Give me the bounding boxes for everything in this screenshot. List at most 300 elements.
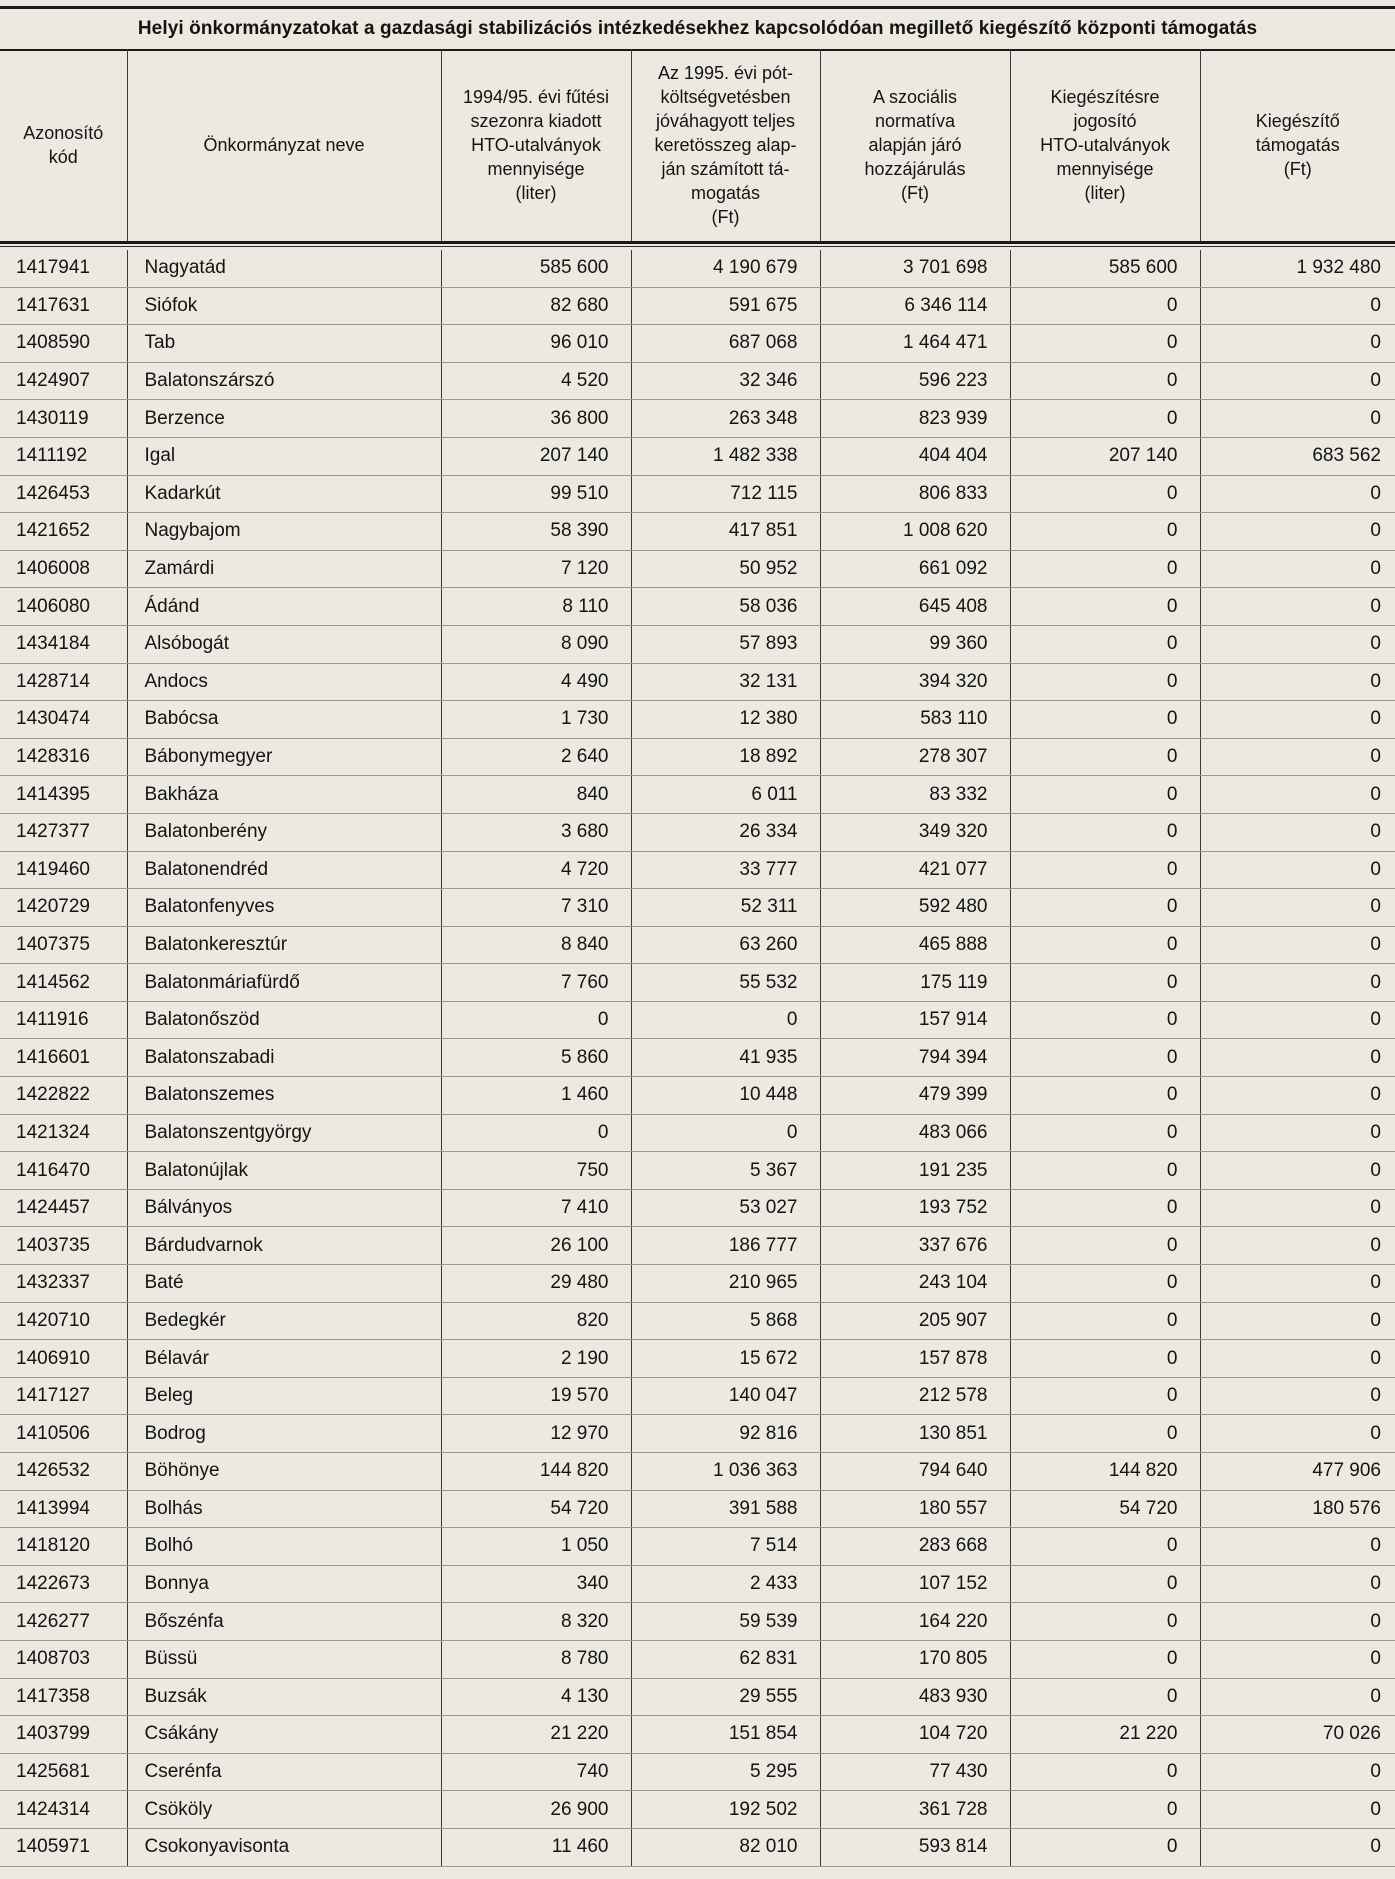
cell-base-support: 59 539 xyxy=(631,1603,820,1641)
header-line: normatíva xyxy=(874,111,956,131)
cell-eligible-liters: 0 xyxy=(1010,1678,1200,1716)
cell-id: 1406080 xyxy=(0,588,127,626)
cell-name: Cserénfa xyxy=(127,1753,441,1791)
table-row xyxy=(0,1039,1395,1077)
cell-name: Nagyatád xyxy=(127,250,441,287)
cell-id: 1416470 xyxy=(0,1152,127,1190)
cell-eligible-liters: 0 xyxy=(1010,1265,1200,1303)
cell-eligible-liters: 0 xyxy=(1010,1189,1200,1227)
cell-base-support: 62 831 xyxy=(631,1640,820,1678)
cell-hto-liters: 26 100 xyxy=(441,1227,631,1265)
col-header-base-support xyxy=(631,49,820,241)
cell-name: Bárdudvarnok xyxy=(127,1227,441,1265)
cell-base-support: 192 502 xyxy=(631,1791,820,1829)
cell-hto-liters: 5 860 xyxy=(441,1039,631,1077)
cell-hto-liters: 8 780 xyxy=(441,1640,631,1678)
cell-supplementary-support: 0 xyxy=(1200,625,1395,663)
cell-supplementary-support: 0 xyxy=(1200,1828,1395,1866)
cell-supplementary-support: 0 xyxy=(1200,1302,1395,1340)
table-row xyxy=(0,776,1395,814)
cell-supplementary-support: 0 xyxy=(1200,1678,1395,1716)
cell-social-contribution: 806 833 xyxy=(820,475,1010,513)
cell-supplementary-support: 0 xyxy=(1200,362,1395,400)
cell-name: Alsóbogát xyxy=(127,625,441,663)
cell-supplementary-support: 0 xyxy=(1200,1565,1395,1603)
cell-eligible-liters: 0 xyxy=(1010,1227,1200,1265)
cell-social-contribution: 661 092 xyxy=(820,550,1010,588)
cell-social-contribution: 361 728 xyxy=(820,1791,1010,1829)
cell-name: Bodrog xyxy=(127,1415,441,1453)
cell-id: 1405971 xyxy=(0,1828,127,1866)
cell-eligible-liters: 0 xyxy=(1010,1152,1200,1190)
cell-hto-liters: 0 xyxy=(441,1114,631,1152)
cell-supplementary-support: 0 xyxy=(1200,513,1395,551)
cell-base-support: 7 514 xyxy=(631,1528,820,1566)
cell-eligible-liters: 0 xyxy=(1010,550,1200,588)
cell-hto-liters: 8 840 xyxy=(441,926,631,964)
cell-social-contribution: 164 220 xyxy=(820,1603,1010,1641)
cell-social-contribution: 6 346 114 xyxy=(820,287,1010,325)
cell-name: Babócsa xyxy=(127,701,441,739)
cell-name: Balatonőszöd xyxy=(127,1001,441,1039)
table-row xyxy=(0,1077,1395,1115)
cell-name: Balatonkeresztúr xyxy=(127,926,441,964)
cell-base-support: 92 816 xyxy=(631,1415,820,1453)
cell-supplementary-support: 0 xyxy=(1200,701,1395,739)
cell-hto-liters: 8 320 xyxy=(441,1603,631,1641)
cell-eligible-liters: 0 xyxy=(1010,776,1200,814)
cell-supplementary-support: 0 xyxy=(1200,1640,1395,1678)
cell-eligible-liters: 0 xyxy=(1010,475,1200,513)
header-line: Azonosító xyxy=(23,123,104,143)
header-line: mennyisége xyxy=(487,159,585,179)
cell-hto-liters: 11 460 xyxy=(441,1828,631,1866)
cell-hto-liters: 7 410 xyxy=(441,1189,631,1227)
header-line: kód xyxy=(48,147,78,167)
cell-supplementary-support: 0 xyxy=(1200,1039,1395,1077)
cell-hto-liters: 99 510 xyxy=(441,475,631,513)
table-row xyxy=(0,1603,1395,1641)
cell-name: Igal xyxy=(127,437,441,475)
cell-eligible-liters: 0 xyxy=(1010,1114,1200,1152)
cell-hto-liters: 750 xyxy=(441,1152,631,1190)
cell-name: Tab xyxy=(127,325,441,363)
table-row xyxy=(0,250,1395,287)
cell-eligible-liters: 0 xyxy=(1010,1377,1200,1415)
cell-id: 1411192 xyxy=(0,437,127,475)
cell-id: 1424314 xyxy=(0,1791,127,1829)
cell-social-contribution: 349 320 xyxy=(820,813,1010,851)
cell-eligible-liters: 0 xyxy=(1010,588,1200,626)
cell-id: 1426532 xyxy=(0,1453,127,1491)
header-line: költségvetésben xyxy=(660,87,791,107)
cell-supplementary-support: 0 xyxy=(1200,550,1395,588)
cell-supplementary-support: 0 xyxy=(1200,663,1395,701)
cell-social-contribution: 157 878 xyxy=(820,1340,1010,1378)
cell-eligible-liters: 144 820 xyxy=(1010,1453,1200,1491)
cell-eligible-liters: 0 xyxy=(1010,1039,1200,1077)
cell-base-support: 32 131 xyxy=(631,663,820,701)
cell-eligible-liters: 0 xyxy=(1010,1640,1200,1678)
cell-social-contribution: 1 464 471 xyxy=(820,325,1010,363)
cell-eligible-liters: 0 xyxy=(1010,287,1200,325)
cell-hto-liters: 7 760 xyxy=(441,964,631,1002)
cell-eligible-liters: 0 xyxy=(1010,325,1200,363)
table-row xyxy=(0,513,1395,551)
cell-eligible-liters: 0 xyxy=(1010,625,1200,663)
cell-social-contribution: 465 888 xyxy=(820,926,1010,964)
table-row xyxy=(0,1377,1395,1415)
cell-social-contribution: 170 805 xyxy=(820,1640,1010,1678)
cell-name: Bálványos xyxy=(127,1189,441,1227)
cell-supplementary-support: 0 xyxy=(1200,1114,1395,1152)
header-line: hozzájárulás xyxy=(864,159,966,179)
cell-name: Bábonymegyer xyxy=(127,738,441,776)
cell-hto-liters: 36 800 xyxy=(441,400,631,438)
cell-base-support: 417 851 xyxy=(631,513,820,551)
cell-name: Büssü xyxy=(127,1640,441,1678)
cell-supplementary-support: 0 xyxy=(1200,1077,1395,1115)
table-row xyxy=(0,1678,1395,1716)
col-header-supplementary-support xyxy=(1200,49,1395,241)
cell-eligible-liters: 0 xyxy=(1010,400,1200,438)
cell-hto-liters: 3 680 xyxy=(441,813,631,851)
cell-id: 1417358 xyxy=(0,1678,127,1716)
cell-eligible-liters: 0 xyxy=(1010,663,1200,701)
cell-social-contribution: 205 907 xyxy=(820,1302,1010,1340)
table-row xyxy=(0,1828,1395,1866)
cell-social-contribution: 1 008 620 xyxy=(820,513,1010,551)
cell-supplementary-support: 0 xyxy=(1200,1265,1395,1303)
cell-name: Baté xyxy=(127,1265,441,1303)
cell-name: Csokonyavisonta xyxy=(127,1828,441,1866)
header-line: (Ft) xyxy=(711,207,740,227)
cell-name: Balatonfenyves xyxy=(127,889,441,927)
cell-base-support: 186 777 xyxy=(631,1227,820,1265)
cell-eligible-liters: 0 xyxy=(1010,1603,1200,1641)
cell-eligible-liters: 0 xyxy=(1010,1528,1200,1566)
cell-eligible-liters: 0 xyxy=(1010,964,1200,1002)
col-header-hto-liters xyxy=(441,49,631,241)
header-line: szezonra kiadott xyxy=(470,111,602,131)
header-line: keretösszeg alap- xyxy=(654,135,797,155)
cell-name: Berzence xyxy=(127,400,441,438)
cell-hto-liters: 29 480 xyxy=(441,1265,631,1303)
cell-base-support: 5 367 xyxy=(631,1152,820,1190)
header-line: mennyisége xyxy=(1056,159,1154,179)
cell-eligible-liters: 0 xyxy=(1010,1340,1200,1378)
cell-hto-liters: 54 720 xyxy=(441,1490,631,1528)
cell-id: 1421324 xyxy=(0,1114,127,1152)
cell-name: Balatonszemes xyxy=(127,1077,441,1115)
cell-eligible-liters: 0 xyxy=(1010,813,1200,851)
cell-base-support: 12 380 xyxy=(631,701,820,739)
header-line: HTO-utalványok xyxy=(471,135,601,155)
cell-id: 1426453 xyxy=(0,475,127,513)
cell-id: 1430474 xyxy=(0,701,127,739)
cell-name: Bedegkér xyxy=(127,1302,441,1340)
cell-hto-liters: 585 600 xyxy=(441,250,631,287)
header-line: Kiegészítő xyxy=(1255,111,1340,131)
cell-supplementary-support: 0 xyxy=(1200,776,1395,814)
cell-name: Balatonújlak xyxy=(127,1152,441,1190)
table-row xyxy=(0,1340,1395,1378)
cell-eligible-liters: 0 xyxy=(1010,701,1200,739)
cell-hto-liters: 8 090 xyxy=(441,625,631,663)
cell-supplementary-support: 180 576 xyxy=(1200,1490,1395,1528)
cell-eligible-liters: 0 xyxy=(1010,1828,1200,1866)
table-row xyxy=(0,1791,1395,1829)
cell-id: 1417127 xyxy=(0,1377,127,1415)
cell-name: Balatonmáriafürdő xyxy=(127,964,441,1002)
table-row xyxy=(0,1227,1395,1265)
cell-social-contribution: 83 332 xyxy=(820,776,1010,814)
cell-social-contribution: 130 851 xyxy=(820,1415,1010,1453)
header-line: ján számított tá- xyxy=(661,159,790,179)
cell-supplementary-support: 0 xyxy=(1200,325,1395,363)
cell-id: 1403799 xyxy=(0,1716,127,1754)
table-row xyxy=(0,1753,1395,1791)
cell-id: 1407375 xyxy=(0,926,127,964)
cell-base-support: 2 433 xyxy=(631,1565,820,1603)
table-row xyxy=(0,1415,1395,1453)
cell-social-contribution: 337 676 xyxy=(820,1227,1010,1265)
cell-social-contribution: 175 119 xyxy=(820,964,1010,1002)
cell-hto-liters: 207 140 xyxy=(441,437,631,475)
header-line: Az 1995. évi pót- xyxy=(657,63,794,83)
cell-supplementary-support: 477 906 xyxy=(1200,1453,1395,1491)
cell-base-support: 32 346 xyxy=(631,362,820,400)
cell-base-support: 591 675 xyxy=(631,287,820,325)
cell-hto-liters: 2 190 xyxy=(441,1340,631,1378)
cell-name: Balatonendréd xyxy=(127,851,441,889)
cell-id: 1417631 xyxy=(0,287,127,325)
table-row xyxy=(0,437,1395,475)
cell-base-support: 41 935 xyxy=(631,1039,820,1077)
cell-name: Zamárdi xyxy=(127,550,441,588)
cell-hto-liters: 19 570 xyxy=(441,1377,631,1415)
cell-name: Csököly xyxy=(127,1791,441,1829)
cell-eligible-liters: 0 xyxy=(1010,1077,1200,1115)
header-line: (liter) xyxy=(1084,183,1126,203)
cell-hto-liters: 4 130 xyxy=(441,1678,631,1716)
cell-name: Böhönye xyxy=(127,1453,441,1491)
cell-name: Kadarkút xyxy=(127,475,441,513)
cell-base-support: 15 672 xyxy=(631,1340,820,1378)
table-row xyxy=(0,813,1395,851)
cell-eligible-liters: 0 xyxy=(1010,738,1200,776)
cell-supplementary-support: 0 xyxy=(1200,813,1395,851)
table-row xyxy=(0,287,1395,325)
data-table xyxy=(0,250,1395,1867)
table-row xyxy=(0,1640,1395,1678)
cell-base-support: 210 965 xyxy=(631,1265,820,1303)
cell-id: 1428714 xyxy=(0,663,127,701)
cell-name: Bolhó xyxy=(127,1528,441,1566)
cell-supplementary-support: 0 xyxy=(1200,851,1395,889)
cell-id: 1422822 xyxy=(0,1077,127,1115)
cell-id: 1411916 xyxy=(0,1001,127,1039)
cell-base-support: 82 010 xyxy=(631,1828,820,1866)
table-row xyxy=(0,964,1395,1002)
cell-id: 1422673 xyxy=(0,1565,127,1603)
table-row xyxy=(0,889,1395,927)
cell-eligible-liters: 0 xyxy=(1010,1001,1200,1039)
table-row xyxy=(0,1189,1395,1227)
cell-supplementary-support: 0 xyxy=(1200,287,1395,325)
cell-eligible-liters: 0 xyxy=(1010,889,1200,927)
cell-hto-liters: 1 050 xyxy=(441,1528,631,1566)
cell-id: 1408590 xyxy=(0,325,127,363)
cell-eligible-liters: 0 xyxy=(1010,362,1200,400)
col-header-id xyxy=(0,49,127,241)
cell-hto-liters: 4 520 xyxy=(441,362,631,400)
cell-eligible-liters: 585 600 xyxy=(1010,250,1200,287)
cell-base-support: 50 952 xyxy=(631,550,820,588)
cell-social-contribution: 404 404 xyxy=(820,437,1010,475)
cell-social-contribution: 107 152 xyxy=(820,1565,1010,1603)
cell-supplementary-support: 683 562 xyxy=(1200,437,1395,475)
cell-hto-liters: 96 010 xyxy=(441,325,631,363)
cell-id: 1421652 xyxy=(0,513,127,551)
cell-supplementary-support: 0 xyxy=(1200,1415,1395,1453)
table-row xyxy=(0,1302,1395,1340)
cell-name: Csákány xyxy=(127,1716,441,1754)
table-row xyxy=(0,1490,1395,1528)
cell-base-support: 33 777 xyxy=(631,851,820,889)
cell-social-contribution: 212 578 xyxy=(820,1377,1010,1415)
cell-supplementary-support: 0 xyxy=(1200,1603,1395,1641)
cell-id: 1414562 xyxy=(0,964,127,1002)
cell-base-support: 151 854 xyxy=(631,1716,820,1754)
header-line: támogatás xyxy=(1255,135,1340,155)
cell-hto-liters: 1 460 xyxy=(441,1077,631,1115)
cell-name: Balatonszentgyörgy xyxy=(127,1114,441,1152)
table-row xyxy=(0,325,1395,363)
header-line: (Ft) xyxy=(901,183,929,203)
table-row xyxy=(0,1152,1395,1190)
cell-base-support: 52 311 xyxy=(631,889,820,927)
cell-hto-liters: 26 900 xyxy=(441,1791,631,1829)
cell-base-support: 712 115 xyxy=(631,475,820,513)
cell-social-contribution: 104 720 xyxy=(820,1716,1010,1754)
cell-eligible-liters: 54 720 xyxy=(1010,1490,1200,1528)
cell-name: Balatonberény xyxy=(127,813,441,851)
cell-eligible-liters: 0 xyxy=(1010,851,1200,889)
table-row xyxy=(0,1001,1395,1039)
cell-supplementary-support: 1 932 480 xyxy=(1200,250,1395,287)
cell-id: 1432337 xyxy=(0,1265,127,1303)
cell-hto-liters: 2 640 xyxy=(441,738,631,776)
col-header-eligible-liters xyxy=(1010,49,1200,241)
cell-id: 1424907 xyxy=(0,362,127,400)
cell-name: Bőszénfa xyxy=(127,1603,441,1641)
cell-social-contribution: 596 223 xyxy=(820,362,1010,400)
cell-hto-liters: 8 110 xyxy=(441,588,631,626)
cell-social-contribution: 593 814 xyxy=(820,1828,1010,1866)
cell-social-contribution: 823 939 xyxy=(820,400,1010,438)
cell-name: Bolhás xyxy=(127,1490,441,1528)
cell-supplementary-support: 0 xyxy=(1200,889,1395,927)
cell-supplementary-support: 0 xyxy=(1200,1340,1395,1378)
cell-supplementary-support: 0 xyxy=(1200,588,1395,626)
cell-supplementary-support: 0 xyxy=(1200,1791,1395,1829)
header-line: jogosító xyxy=(1073,111,1137,131)
cell-hto-liters: 0 xyxy=(441,1001,631,1039)
header-divider-inner xyxy=(0,246,1395,247)
cell-hto-liters: 4 490 xyxy=(441,663,631,701)
table-row xyxy=(0,1528,1395,1566)
table-row xyxy=(0,851,1395,889)
cell-base-support: 63 260 xyxy=(631,926,820,964)
cell-supplementary-support: 0 xyxy=(1200,400,1395,438)
cell-hto-liters: 840 xyxy=(441,776,631,814)
table-row xyxy=(0,1265,1395,1303)
cell-name: Andocs xyxy=(127,663,441,701)
cell-base-support: 1 482 338 xyxy=(631,437,820,475)
cell-eligible-liters: 0 xyxy=(1010,926,1200,964)
cell-supplementary-support: 0 xyxy=(1200,1152,1395,1190)
cell-id: 1434184 xyxy=(0,625,127,663)
cell-hto-liters: 12 970 xyxy=(441,1415,631,1453)
table-row xyxy=(0,1716,1395,1754)
cell-supplementary-support: 0 xyxy=(1200,964,1395,1002)
cell-supplementary-support: 0 xyxy=(1200,1189,1395,1227)
header-line: alapján járó xyxy=(868,135,962,155)
cell-base-support: 0 xyxy=(631,1001,820,1039)
cell-supplementary-support: 0 xyxy=(1200,1753,1395,1791)
header-line: Kiegészítésre xyxy=(1050,87,1160,107)
cell-id: 1418120 xyxy=(0,1528,127,1566)
cell-supplementary-support: 0 xyxy=(1200,1377,1395,1415)
cell-id: 1403735 xyxy=(0,1227,127,1265)
cell-hto-liters: 1 730 xyxy=(441,701,631,739)
cell-social-contribution: 421 077 xyxy=(820,851,1010,889)
cell-eligible-liters: 0 xyxy=(1010,1753,1200,1791)
table-row xyxy=(0,362,1395,400)
table-row xyxy=(0,1565,1395,1603)
cell-id: 1424457 xyxy=(0,1189,127,1227)
cell-base-support: 53 027 xyxy=(631,1189,820,1227)
cell-social-contribution: 645 408 xyxy=(820,588,1010,626)
cell-name: Balatonszabadi xyxy=(127,1039,441,1077)
cell-supplementary-support: 0 xyxy=(1200,1528,1395,1566)
table-row xyxy=(0,701,1395,739)
cell-social-contribution: 3 701 698 xyxy=(820,250,1010,287)
cell-base-support: 4 190 679 xyxy=(631,250,820,287)
cell-base-support: 18 892 xyxy=(631,738,820,776)
cell-social-contribution: 583 110 xyxy=(820,701,1010,739)
cell-name: Beleg xyxy=(127,1377,441,1415)
header-line: (liter) xyxy=(515,183,557,203)
cell-id: 1417941 xyxy=(0,250,127,287)
cell-id: 1428316 xyxy=(0,738,127,776)
cell-social-contribution: 794 394 xyxy=(820,1039,1010,1077)
cell-hto-liters: 7 120 xyxy=(441,550,631,588)
header-line: jóváhagyott teljes xyxy=(655,111,796,131)
table-row xyxy=(0,1114,1395,1152)
cell-base-support: 391 588 xyxy=(631,1490,820,1528)
cell-id: 1406910 xyxy=(0,1340,127,1378)
cell-supplementary-support: 0 xyxy=(1200,1001,1395,1039)
cell-hto-liters: 58 390 xyxy=(441,513,631,551)
cell-base-support: 140 047 xyxy=(631,1377,820,1415)
cell-eligible-liters: 0 xyxy=(1010,513,1200,551)
cell-base-support: 58 036 xyxy=(631,588,820,626)
cell-supplementary-support: 70 026 xyxy=(1200,1716,1395,1754)
cell-supplementary-support: 0 xyxy=(1200,738,1395,776)
cell-id: 1425681 xyxy=(0,1753,127,1791)
